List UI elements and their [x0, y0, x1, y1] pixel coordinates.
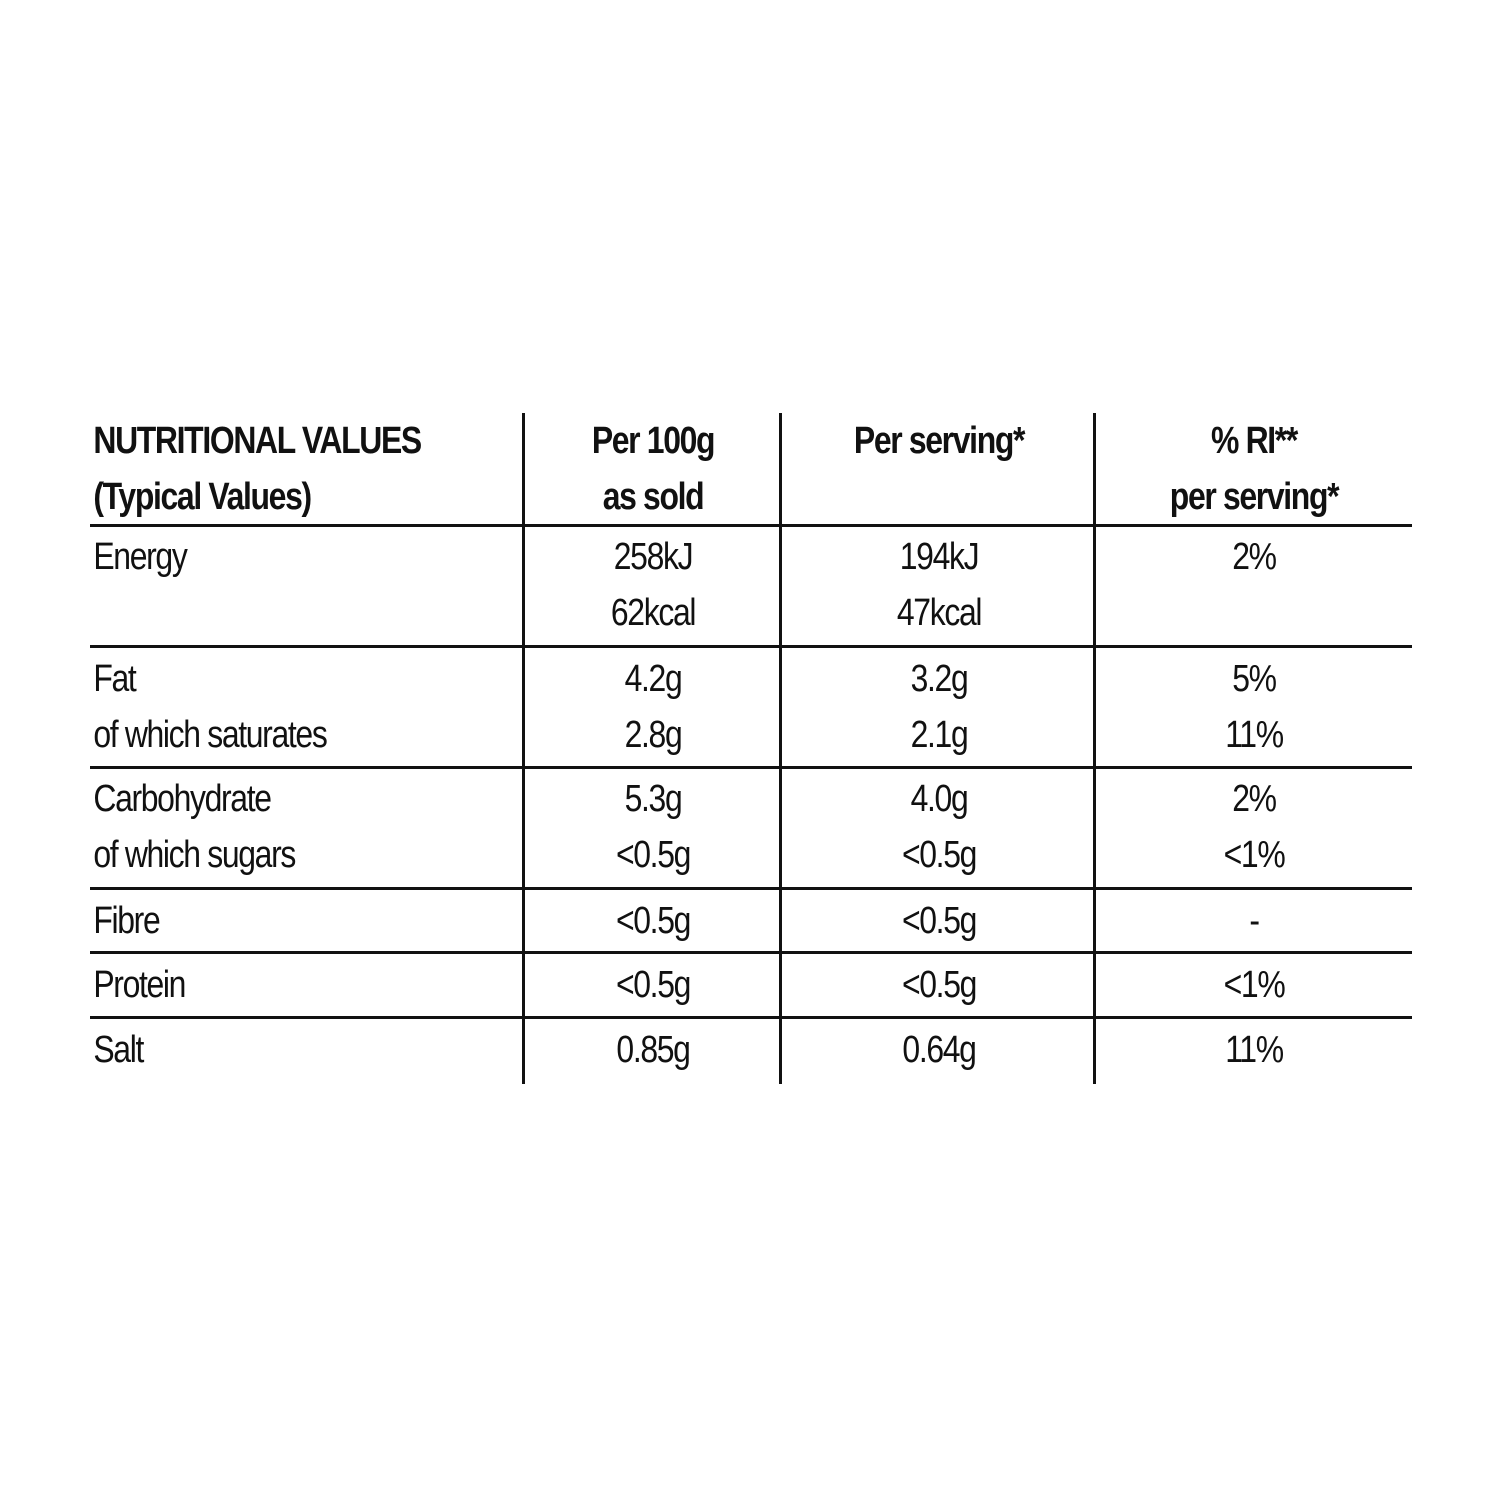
salt-per-serving: 0.64g: [902, 1029, 976, 1071]
protein-ri: <1%: [1223, 964, 1285, 1006]
column-divider-2: [779, 413, 782, 1084]
fibre-per-serving: <0.5g: [901, 900, 977, 942]
row-salt-per-serving: [807, 1018, 1071, 1085]
header-ri-line-2: per serving*: [1169, 476, 1339, 518]
row-carbohydrate-per-serving: [807, 767, 1071, 889]
header-ri-line-1: % RI**: [1211, 420, 1297, 462]
row-fibre-per-100g: [545, 889, 762, 953]
protein-label: Protein: [93, 964, 186, 1006]
energy-label: Energy: [93, 536, 187, 578]
energy-kcal-per-serving: 47kcal: [896, 592, 982, 634]
fibre-per-100g: <0.5g: [615, 900, 691, 942]
row-fibre-ri: [1121, 889, 1386, 953]
header-per-serving: [807, 413, 1071, 525]
row-fibre-per-serving: [807, 889, 1071, 953]
row-divider-carbohydrate: [90, 887, 1412, 890]
carbohydrate-label: Carbohydrate: [93, 778, 271, 820]
row-energy-label: [90, 525, 455, 647]
saturates-per-100g: 2.8g: [624, 714, 682, 756]
header-ri: [1121, 413, 1386, 525]
row-fat-ri: [1121, 647, 1386, 767]
energy-kj-per-serving: 194kJ: [899, 536, 979, 578]
header-nutrient-line-1: NUTRITIONAL VALUES: [93, 420, 421, 462]
energy-kcal-per-100g: 62kcal: [610, 592, 696, 634]
row-protein-per-100g: [545, 953, 762, 1018]
row-protein-per-serving: [807, 953, 1071, 1018]
row-divider-fat: [90, 766, 1412, 769]
header-per-100g: [545, 413, 762, 525]
energy-kj-per-100g: 258kJ: [613, 536, 693, 578]
salt-ri: 11%: [1225, 1029, 1283, 1071]
row-energy-ri: [1121, 525, 1386, 647]
header-nutrient: [90, 413, 455, 525]
saturates-label: of which saturates: [93, 714, 327, 756]
row-divider-protein: [90, 1016, 1412, 1019]
row-fat-label: [90, 647, 455, 767]
carbohydrate-per-serving: 4.0g: [910, 778, 968, 820]
header-per-100g-line-2: as sold: [602, 476, 704, 518]
row-divider-fibre: [90, 951, 1412, 954]
row-carbohydrate-label: [90, 767, 455, 889]
nutrition-table: [90, 413, 1412, 1085]
saturates-ri: 11%: [1225, 714, 1283, 756]
row-fibre-label: [90, 889, 455, 953]
row-divider-header: [90, 524, 1412, 527]
fat-per-100g: 4.2g: [624, 658, 682, 700]
sugars-label: of which sugars: [93, 834, 295, 876]
header-per-serving-line-1: Per serving*: [853, 420, 1025, 462]
row-fat-per-serving: [807, 647, 1071, 767]
fat-label: Fat: [93, 658, 136, 700]
fibre-ri: -: [1249, 900, 1259, 942]
carbohydrate-per-100g: 5.3g: [624, 778, 682, 820]
fat-per-serving: 3.2g: [910, 658, 968, 700]
salt-label: Salt: [93, 1029, 143, 1071]
row-divider-energy: [90, 645, 1412, 648]
row-carbohydrate-ri: [1121, 767, 1386, 889]
energy-ri: 2%: [1232, 536, 1276, 578]
row-energy-per-serving: [807, 525, 1071, 647]
protein-per-100g: <0.5g: [615, 964, 691, 1006]
row-salt-label: [90, 1018, 455, 1085]
column-divider-1: [522, 413, 525, 1084]
row-protein-ri: [1121, 953, 1386, 1018]
saturates-per-serving: 2.1g: [910, 714, 968, 756]
carbohydrate-ri: 2%: [1232, 778, 1276, 820]
header-per-100g-line-1: Per 100g: [591, 420, 715, 462]
row-energy-per-100g: [545, 525, 762, 647]
protein-per-serving: <0.5g: [901, 964, 977, 1006]
row-carbohydrate-per-100g: [545, 767, 762, 889]
header-nutrient-line-2: (Typical Values): [93, 476, 311, 518]
row-fat-per-100g: [545, 647, 762, 767]
sugars-per-100g: <0.5g: [615, 834, 691, 876]
salt-per-100g: 0.85g: [616, 1029, 690, 1071]
sugars-per-serving: <0.5g: [901, 834, 977, 876]
row-protein-label: [90, 953, 455, 1018]
row-salt-ri: [1121, 1018, 1386, 1085]
row-salt-per-100g: [545, 1018, 762, 1085]
fibre-label: Fibre: [93, 900, 160, 942]
fat-ri: 5%: [1232, 658, 1276, 700]
column-divider-3: [1093, 413, 1096, 1084]
sugars-ri: <1%: [1223, 834, 1285, 876]
